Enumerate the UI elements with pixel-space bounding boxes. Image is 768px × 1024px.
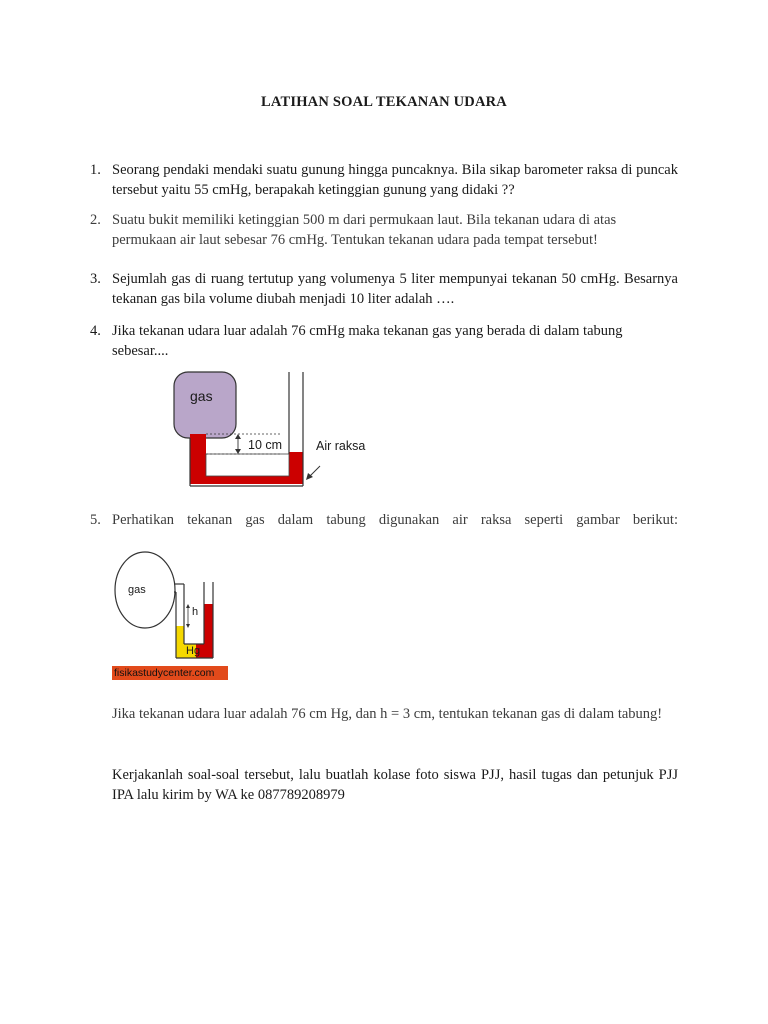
- question-5-followup: Jika tekanan udara luar adalah 76 cm Hg, dan h = 3 cm, tentukan tekanan gas di dalam tabung!: [112, 706, 663, 722]
- mercury-right-column: [289, 452, 303, 462]
- question-number: 5.: [90, 512, 101, 528]
- source-label: fisikastudycenter.com: [114, 667, 215, 679]
- gas-tank: [174, 372, 236, 438]
- figure-manometer-2: [112, 548, 232, 682]
- question-number: 3.: [90, 271, 101, 287]
- question-text: Sejumlah gas di ruang tertutup yang volumenya 5 liter mempunyai tekanan 50 cmHg. Besarnya tekanan gas bila volume diubah menjadi 10 liter adalah ….: [112, 271, 678, 307]
- height-label: 10 cm: [248, 438, 283, 452]
- closing-instruction: Kerjakanlah soal-soal tersebut, lalu buatlah kolase foto siswa PJJ, hasil tugas dan petunjuk PJJ IPA lalu kirim by WA ke 087789208979: [112, 767, 678, 803]
- gas-label: gas: [128, 584, 146, 596]
- mercury-label: Air raksa: [316, 439, 366, 453]
- h-label: h: [192, 606, 199, 618]
- white-inner: [206, 454, 289, 476]
- figure-manometer-1: [170, 368, 380, 494]
- page-title: LATIHAN SOAL TEKANAN UDARA: [261, 94, 507, 110]
- question-text: Perhatikan tekanan gas dalam tabung digunakan air raksa seperti gambar berikut:: [112, 512, 678, 528]
- question-number: 2.: [90, 212, 101, 228]
- gas-label: gas: [190, 388, 213, 404]
- question-text: Jika tekanan udara luar adalah 76 cmHg maka tekanan gas yang berada di dalam tabung sebesar....: [112, 323, 623, 359]
- question-number: 1.: [90, 162, 101, 178]
- question-number: 4.: [90, 323, 101, 339]
- question-text: Seorang pendaki mendaki suatu gunung hingga puncaknya. Bila sikap barometer raksa di puncak tersebut yaitu 55 cmHg, berapakah ketinggian gunung yang didaki ??: [112, 162, 678, 198]
- hg-label: Hg: [186, 645, 201, 657]
- question-text: Suatu bukit memiliki ketinggian 500 m dari permukaan laut. Bila tekanan udara di atas permukaan air laut sebesar 76 cmHg. Tentukan tekanan udara pada tempat tersebut!: [112, 212, 617, 248]
